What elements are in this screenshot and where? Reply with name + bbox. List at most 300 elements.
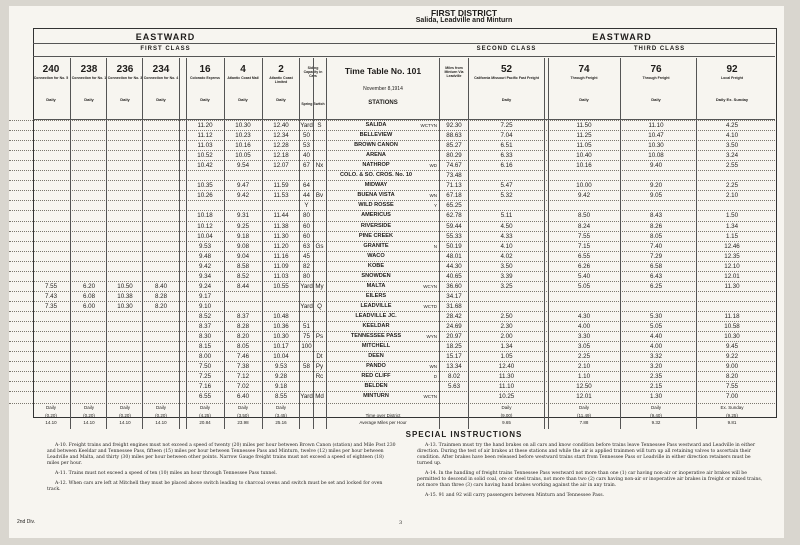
column-rule	[70, 58, 71, 429]
column-rule	[439, 58, 440, 429]
column-rule	[262, 58, 263, 429]
cell-t16: 8.15	[198, 343, 212, 351]
cell-t92: 9.22	[725, 353, 739, 361]
cell-t74: 5.40	[577, 272, 591, 280]
cell-t2: 11.38	[273, 222, 289, 230]
train-number-92: 92	[726, 64, 738, 75]
footer-speed-t76: 9.32	[651, 420, 661, 426]
station-name: KOBE	[367, 262, 385, 269]
cell-t16: 9.10	[198, 302, 212, 310]
cell-t4: 9.42	[236, 192, 250, 200]
cell-t234: 8.40	[154, 282, 168, 290]
cell-t76: 10.47	[648, 132, 664, 140]
cell-t2: 9.53	[274, 363, 288, 371]
train-number-2: 2	[278, 64, 284, 75]
cell-t92: 8.20	[725, 373, 739, 381]
cell-sid: 63	[303, 242, 310, 250]
cell-t76: 8.05	[649, 232, 663, 240]
footer-days-t238: Daily	[83, 405, 94, 411]
cell-mi: 15.17	[446, 353, 462, 361]
cell-t2: 8.55	[274, 393, 288, 401]
cell-mi: 74.67	[446, 162, 462, 170]
station-name: BELDEN	[364, 383, 388, 390]
cell-t4: 9.18	[236, 232, 250, 240]
column-rule	[313, 58, 314, 429]
station-code: WCTD	[423, 303, 437, 309]
cell-t52: 10.25	[498, 393, 515, 401]
third-class-heading: THIRD CLASS	[633, 46, 686, 52]
train-number-234: 234	[152, 64, 170, 75]
cell-sid: 60	[303, 222, 310, 230]
cell-t52: 3.39	[500, 272, 513, 280]
train-days-74: Daily	[579, 97, 589, 102]
footer-time-t240: (0.20)	[45, 413, 57, 419]
cell-t76: 9.20	[649, 182, 663, 190]
cell-t2: 10.30	[273, 333, 289, 341]
cell-t4: 9.08	[236, 242, 250, 250]
column-rule	[696, 58, 697, 429]
train-number-52: 52	[500, 64, 513, 75]
cell-t16: 11.03	[197, 142, 213, 150]
instructions-right	[417, 443, 767, 503]
station-name: MITCHELL	[361, 343, 391, 350]
train-days-92: Daily Ex. Sunday	[715, 97, 749, 102]
cell-mi: 36.60	[446, 282, 462, 290]
instructions-left	[47, 443, 397, 497]
instruction-right-2: A-15. 91 and 92 will carry passengers between Minturn and Tennessee Pass.	[425, 493, 605, 498]
cell-t52: 6.16	[500, 162, 513, 170]
second-class-heading: SECOND CLASS	[476, 46, 537, 52]
cell-sp: Ps	[315, 333, 324, 341]
cell-t76: 8.26	[649, 222, 663, 230]
cell-t52: 6.51	[500, 142, 513, 150]
cell-t76: 8.43	[649, 212, 663, 220]
station-name: DEEN	[368, 353, 384, 360]
cell-mi: 62.78	[446, 212, 462, 220]
cell-sid: 75	[303, 333, 310, 341]
cell-sid: Yard	[300, 122, 313, 129]
train-description-4: Atlantic Coast Mail	[227, 76, 259, 80]
cell-t52: 1.05	[500, 353, 513, 361]
cell-t92: 10.58	[724, 323, 740, 330]
cell-t76: 7.40	[649, 242, 663, 250]
division-label: 2nd Div.	[17, 519, 35, 525]
cell-mi: 28.42	[446, 312, 462, 320]
station-name: WACO	[367, 252, 385, 259]
cell-t4: 8.58	[236, 262, 250, 270]
cell-t76: 6.58	[649, 262, 663, 270]
cell-t52: 2.30	[500, 323, 513, 330]
station-name: NATHROP	[362, 162, 390, 169]
cell-t240: 7.35	[44, 302, 58, 310]
cell-mi: 73.48	[446, 172, 462, 180]
cell-t4: 9.25	[236, 222, 250, 230]
cell-sp: Py	[315, 363, 324, 371]
cell-t76: 3.32	[649, 353, 663, 361]
cell-t16: 8.52	[198, 312, 212, 320]
cell-mi: 48.01	[446, 252, 462, 260]
cell-sid: 50	[303, 132, 310, 140]
station-name: SALIDA	[365, 122, 387, 128]
cell-t76: 6.25	[649, 282, 663, 290]
cell-t236: 10.38	[117, 292, 133, 300]
cell-mi: 80.29	[446, 152, 462, 160]
footer-speed-t74: 7.88	[579, 420, 589, 426]
footer-time-label: Time over District	[365, 413, 401, 419]
cell-t74: 10.00	[576, 182, 592, 190]
cell-t76: 10.30	[648, 142, 664, 150]
cell-sp: Q	[317, 302, 322, 310]
station-name: BROWN CANON	[354, 142, 398, 149]
cell-t52: 2.50	[500, 312, 513, 320]
cell-t16: 10.35	[197, 182, 213, 190]
cell-t16: 10.18	[197, 212, 213, 220]
cell-t92: 10.30	[724, 333, 740, 341]
cell-sp: Dt	[316, 353, 323, 361]
train-days-234: Daily	[156, 97, 166, 102]
cell-t92: 11.18	[724, 312, 740, 320]
cell-t76: 9.40	[649, 162, 663, 170]
cell-t92: 11.30	[724, 282, 740, 290]
cell-sid: 60	[303, 232, 310, 240]
footer-days-t76: Daily	[650, 405, 661, 411]
station-code: WN	[429, 364, 437, 370]
cell-t92: 1.50	[725, 212, 739, 220]
cell-t16: 9.17	[198, 292, 212, 300]
cell-t76: 3.20	[649, 363, 663, 371]
station-code: WCTYN	[420, 123, 437, 128]
cell-t4: 9.04	[236, 252, 250, 260]
column-rule	[326, 58, 327, 429]
cell-t16: 8.30	[198, 333, 212, 341]
train-description-236: Connection for No. 3	[107, 76, 143, 80]
station-name: AMERICUS	[361, 212, 391, 219]
footer-speed-t4: 23.98	[237, 420, 249, 426]
cell-t2: 11.30	[273, 232, 289, 240]
footer-days-t4: Daily	[237, 405, 248, 411]
cell-t16: 9.34	[198, 272, 212, 280]
cell-t2: 9.28	[274, 373, 288, 381]
cell-sid: 45	[303, 252, 310, 260]
cell-t16: 9.42	[198, 262, 212, 270]
cell-t238: 6.08	[82, 292, 96, 300]
cell-t2: 10.17	[273, 343, 289, 351]
cell-mi: 67.18	[446, 192, 462, 200]
cell-t236: 10.50	[117, 282, 133, 290]
timetable-date: November 8,1914	[363, 86, 403, 92]
cell-t2: 12.40	[273, 122, 289, 129]
cell-t76: 5.30	[649, 312, 663, 320]
cell-t4: 8.44	[236, 282, 250, 290]
station-name: LEADVILLE JC.	[355, 312, 397, 319]
column-rule	[224, 58, 225, 429]
cell-sid: 80	[303, 272, 310, 280]
cell-t76: 7.29	[649, 252, 663, 260]
train-description-234: Connection for No. 4	[143, 76, 179, 80]
cell-t74: 5.05	[577, 282, 591, 290]
eastward-left-heading: EASTWARD	[135, 32, 196, 42]
train-days-76: Daily	[651, 97, 661, 102]
cell-t74: 2.25	[577, 353, 591, 361]
train-description-240: Connection for No. 5	[33, 76, 69, 80]
cell-t52: 5.11	[500, 212, 513, 220]
column-rule	[186, 58, 187, 429]
station-code: WYN	[426, 334, 437, 340]
train-number-4: 4	[240, 64, 246, 75]
train-days-238: Daily	[84, 97, 94, 102]
cell-t52: 11.10	[498, 383, 515, 391]
cell-t4: 10.30	[235, 122, 251, 129]
station-name: ARENA	[366, 152, 386, 159]
train-description-2: Atlantic Coast Limited	[269, 76, 293, 84]
footer-days-t74: Daily	[578, 405, 589, 411]
train-days-52: Daily	[501, 97, 512, 102]
cell-t16: 11.20	[197, 122, 213, 129]
cell-t2: 9.18	[274, 383, 288, 391]
station-name: PINE CREEK	[358, 232, 394, 239]
cell-sid: 64	[303, 182, 310, 190]
cell-sp: Rc	[315, 373, 324, 381]
cell-t240: 7.55	[44, 282, 58, 290]
cell-t2: 10.36	[273, 323, 289, 330]
stations-header: STATIONS	[368, 100, 398, 106]
cell-t2: 12.34	[273, 132, 289, 140]
station-code: Y	[433, 203, 437, 209]
footer-speed-t234: 14.10	[155, 420, 167, 426]
column-rule	[548, 58, 549, 429]
cell-t16: 9.24	[198, 282, 212, 290]
cell-sid: 67	[303, 162, 310, 170]
train-days-2: Daily	[276, 97, 286, 102]
cell-t74: 6.26	[577, 262, 591, 270]
footer-days-t234: Daily	[155, 405, 166, 411]
cell-t76: 1.30	[649, 393, 663, 401]
district-title: FIRST DISTRICT	[430, 8, 498, 18]
station-name: RED CLIFF	[361, 373, 391, 380]
cell-t52: 1.34	[500, 343, 513, 351]
cell-t52: 2.00	[500, 333, 513, 341]
cell-t74: 3.05	[577, 343, 591, 351]
cell-t52: 3.50	[500, 262, 513, 270]
cell-sid: 53	[303, 142, 310, 150]
station-name: LEADVILLE	[360, 302, 392, 309]
footer-time-t2: (3.45)	[275, 413, 287, 419]
spring-header: Spring Switch	[301, 102, 325, 106]
train-number-238: 238	[80, 64, 98, 75]
cell-t2: 10.55	[273, 282, 289, 290]
column-rule	[179, 58, 180, 429]
station-code: WN	[429, 193, 437, 199]
miles-header: Miles from Minturn Via Leadville	[444, 66, 464, 78]
cell-t4: 8.37	[236, 312, 250, 320]
footer-days-t236: Daily	[119, 405, 130, 411]
column-rule	[620, 58, 621, 429]
cell-sid: 51	[303, 323, 310, 330]
cell-t16: 11.12	[197, 132, 213, 140]
footer-days-t16: Daily	[199, 405, 210, 411]
cell-t92: 12.01	[724, 272, 740, 280]
cell-t2: 10.48	[273, 312, 289, 320]
cell-mi: 44.30	[446, 262, 462, 270]
cell-t16: 8.37	[198, 323, 212, 330]
cell-t74: 1.10	[577, 373, 591, 381]
cell-t4: 7.38	[236, 363, 250, 371]
train-number-16: 16	[199, 64, 211, 75]
cell-t16: 6.55	[198, 393, 212, 401]
cell-mi: 8.02	[447, 373, 461, 381]
cell-t2: 11.03	[273, 272, 289, 280]
cell-sp: Gs	[315, 242, 324, 250]
cell-t52: 4.02	[500, 252, 513, 260]
footer-days-t92: Ex. Sunday	[720, 405, 744, 411]
cell-t238: 6.20	[82, 282, 96, 290]
cell-t52: 3.25	[500, 282, 513, 290]
cell-t4: 10.05	[235, 152, 251, 160]
cell-t74: 7.15	[577, 242, 591, 250]
footer-time-t238: (0.20)	[83, 413, 95, 419]
cell-t2: 12.07	[273, 162, 289, 170]
station-code: WCYN	[423, 283, 437, 289]
cell-t74: 4.00	[577, 323, 591, 330]
cell-t74: 12.50	[576, 383, 592, 391]
cell-t52: 7.04	[500, 132, 513, 140]
cell-t92: 4.25	[725, 122, 739, 129]
cell-t16: 10.42	[197, 162, 213, 170]
cell-t4: 8.28	[236, 323, 250, 330]
footer-time-t52: (9.00)	[500, 413, 513, 419]
cell-t74: 2.10	[577, 363, 591, 371]
cell-sid: 58	[303, 363, 310, 371]
cell-sid: Y	[304, 202, 309, 210]
station-code: N	[433, 243, 437, 249]
instruction-left-1: A-11. Trains must not exceed a speed of ten (10) miles an hour through Tennessee Pass tunnel.	[55, 471, 277, 476]
train-number-236: 236	[116, 64, 134, 75]
cell-t2: 12.28	[273, 142, 289, 150]
cell-mi: 24.69	[446, 323, 462, 330]
cell-t92: 12.10	[724, 262, 740, 270]
cell-t74: 3.30	[577, 333, 591, 341]
cell-mi: 13.34	[446, 363, 462, 371]
cell-t74: 7.55	[577, 232, 591, 240]
header-rule	[33, 43, 775, 44]
cell-t76: 2.35	[649, 373, 663, 381]
instruction-right-1: A-14. In the handling of freight trains Tennessee Pass westward not more than one (1) car having non-air or inoperative air brakes will be permitted to descend in solid coal, ore or steel trains, not more than two (2) cars having non-air or inoperative air brakes in freight or mixed trains, not more than three (3) cars having hand brakes working against the air in any train.	[417, 471, 763, 488]
cell-t4: 7.46	[236, 353, 250, 361]
train-number-76: 76	[650, 64, 662, 75]
cell-t92: 2.25	[725, 182, 739, 190]
cell-mi: 55.33	[446, 232, 462, 240]
column-rule	[299, 58, 300, 429]
cell-sid: Yard	[300, 282, 313, 290]
instruction-left-0: A-10. Freight trains and freight engines must not exceed a speed of twenty (20) miles per hour between Brown Canon (station) and Mile Post 230 and between Keeldar and Tennessee Pass, fifteen (15) miles per hour between Tennessee Pass and Minturn, twelve (12) miles per hour between Leadville and Malta, and thirty (30) miles per hour between other points. Narrow Gauge freight trains must not exceed a speed of eighteen (18) miles per hour.	[47, 443, 396, 466]
cell-t4: 8.05	[236, 343, 250, 351]
cell-t92: 12.46	[724, 242, 740, 250]
station-name: MINTURN	[363, 393, 389, 400]
cell-mi: 34.17	[446, 292, 462, 300]
cell-t2: 11.16	[273, 252, 289, 260]
footer-speed-t92: 9.81	[727, 420, 737, 426]
cell-t92: 7.00	[725, 393, 739, 401]
footer-speed-t240: 14.10	[45, 420, 57, 426]
cell-t52: 6.33	[500, 152, 513, 160]
footer-time-t16: (4.25)	[199, 413, 211, 419]
column-rule	[544, 58, 545, 429]
cell-sp: Md	[315, 393, 324, 401]
cell-mi: 5.63	[447, 383, 461, 391]
cell-t234: 8.20	[154, 302, 168, 310]
cell-t92: 9.45	[725, 343, 739, 351]
train-description-76: Through Freight	[642, 76, 670, 80]
first-class-heading: FIRST CLASS	[140, 46, 191, 52]
cell-t16: 10.04	[197, 232, 213, 240]
footer-time-t236: (0.20)	[119, 413, 131, 419]
train-description-238: Connection for No. 1	[71, 76, 107, 80]
special-instructions-title: SPECIAL INSTRUCTIONS	[405, 430, 523, 439]
column-rule	[142, 58, 143, 429]
footer-time-t4: (3.50)	[237, 413, 249, 419]
cell-t74: 9.42	[577, 192, 591, 200]
cell-mi: 20.97	[446, 333, 462, 341]
cell-t4: 8.20	[236, 333, 250, 341]
station-name: MIDWAY	[364, 182, 388, 189]
cell-t16: 10.12	[197, 222, 213, 230]
cell-mi: 31.68	[446, 302, 462, 310]
cell-t74: 12.01	[576, 393, 592, 401]
cell-t4: 10.16	[235, 142, 251, 150]
cell-t92: 1.15	[725, 232, 739, 240]
footer-speed-label: Average Miles per Hour	[359, 420, 407, 426]
cell-mi: 85.27	[446, 142, 462, 150]
header-rule	[33, 56, 775, 57]
cell-t4: 7.12	[236, 373, 250, 381]
cell-mi: 59.44	[446, 222, 462, 230]
station-name: KEELDAR	[362, 323, 390, 329]
cell-t92: 4.10	[725, 132, 739, 140]
cell-t16: 10.52	[197, 152, 213, 160]
cell-t234: 8.28	[154, 292, 168, 300]
station-name: WILD ROSSE	[358, 202, 394, 209]
train-days-236: Daily	[120, 97, 130, 102]
cell-sid: 100	[301, 343, 312, 351]
cell-t52: 4.33	[500, 232, 513, 240]
cell-t240: 7.43	[44, 292, 58, 300]
cell-mi: 50.19	[446, 242, 462, 250]
cell-t74: 10.40	[576, 152, 592, 160]
cell-t16: 7.25	[198, 373, 212, 381]
cell-sid: Yard	[300, 302, 313, 310]
footer-speed-row	[9, 419, 775, 429]
footer-days-t52: Daily	[501, 405, 512, 411]
station-name: TENNESSEE PASS	[350, 333, 402, 340]
footer-speed-t238: 14.10	[83, 420, 95, 426]
footer-days-t2: Daily	[275, 405, 286, 411]
cell-t74: 11.25	[576, 132, 592, 140]
instruction-left-2: A-12. When cars are left at Mitchell they must be placed above switch leading to charcoal ovens and switch must be set and locked for oven track.	[47, 481, 383, 492]
page-number: 3	[399, 520, 403, 526]
station-code: WCTN	[423, 394, 437, 400]
cell-sp: My	[315, 282, 324, 290]
footer-time-t92: (9.25)	[726, 413, 738, 419]
cell-t52: 11.30	[498, 373, 515, 381]
footer-speed-t16: 20.84	[199, 420, 211, 426]
footer-speed-t2: 25.16	[275, 420, 287, 426]
schedule-row	[9, 391, 775, 402]
train-days-240: Daily	[46, 97, 56, 102]
cell-t74: 11.05	[576, 142, 592, 150]
cell-t2: 12.18	[273, 152, 289, 160]
cell-mi: 92.30	[446, 122, 462, 129]
station-name: MALTA	[366, 282, 386, 289]
